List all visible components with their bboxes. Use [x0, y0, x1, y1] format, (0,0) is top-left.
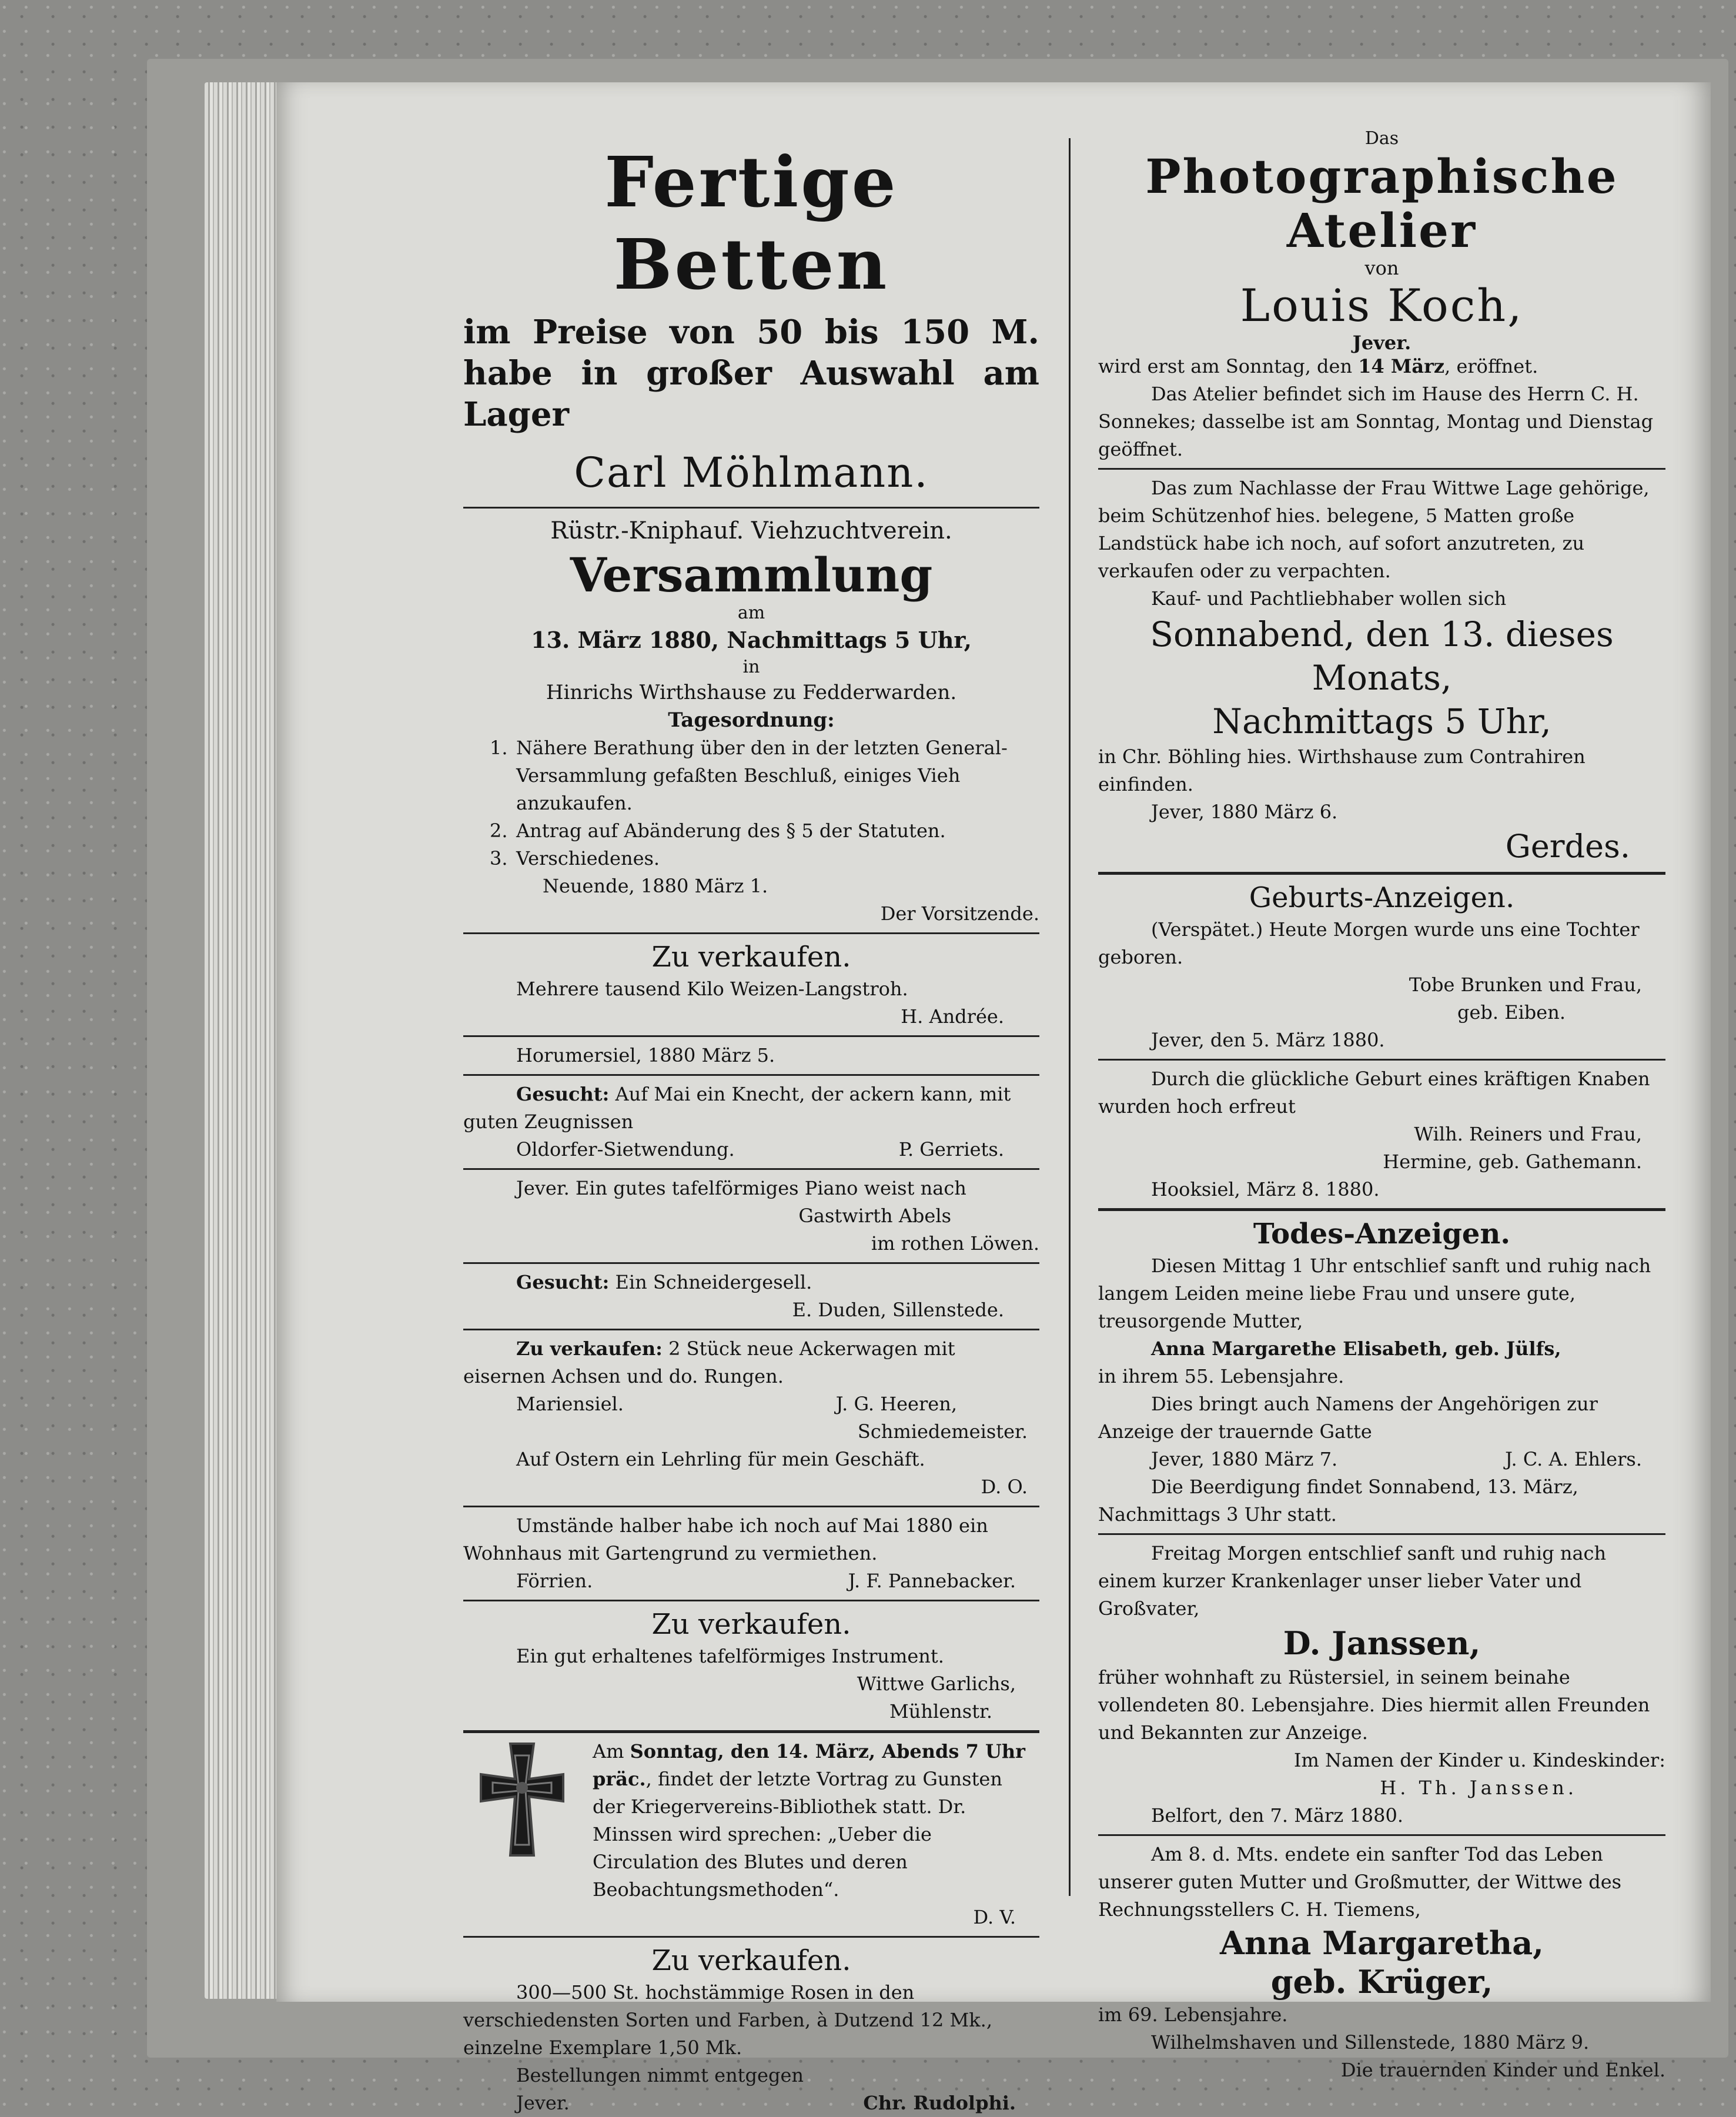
- divider: [463, 932, 1039, 934]
- ad-rosen-place: Jever.: [516, 2092, 570, 2114]
- zu-verkaufen-label: Zu verkaufen:: [516, 1337, 663, 1360]
- ad-betten-name: Carl Möhlmann.: [574, 449, 929, 497]
- ad-title-fertige-betten: Fertige Betten: [604, 141, 898, 305]
- ad-landstueck-time: Nachmittags 5 Uhr,: [1212, 701, 1551, 741]
- ad-instrument-text: Ein gut erhaltenes tafelförmiges Instrument.: [516, 1645, 944, 1667]
- ad-landstueck-date: Sonnabend, den 13. dieses Monats,: [1150, 614, 1614, 698]
- divider: [463, 1936, 1039, 1938]
- ad-rosen-footer: [463, 2089, 1039, 2117]
- divider: [1098, 1533, 1665, 1535]
- tod-jeulfs-notice: Dies bringt auch Namens der Angehörigen zur Anzeige der trauernde Gatte: [1098, 1393, 1598, 1443]
- ad-ackerwagen-place: Mariensiel.: [516, 1393, 624, 1415]
- atelier-title: Photographische Atelier: [1145, 149, 1618, 258]
- versammlung-am: am: [737, 603, 765, 623]
- divider: [1098, 872, 1665, 875]
- ad-wohnhaus-place: Förrien.: [516, 1570, 593, 1592]
- tod-jeulfs-beerdigung: Die Beerdigung findet Sonnabend, 13. März, Nachmittags 3 Uhr statt.: [1098, 1476, 1578, 1526]
- verein-header: Rüstr.-Kniphauf. Viehzuchtverein.: [550, 517, 952, 544]
- tod-tiemens-dateline: Wilhelmshaven und Sillenstede, 1880 März 9.: [1151, 2031, 1590, 2054]
- ad-schneider-signature: E. Duden, Sillenstede.: [792, 1299, 1004, 1321]
- divider: [463, 1506, 1039, 1507]
- ad-piano-signature: Gastwirth Abels: [798, 1205, 951, 1227]
- agenda-num: 3.: [490, 847, 508, 869]
- tod-jeulfs-name: Anna Margarethe Elisabeth, geb. Jülfs,: [1151, 1337, 1561, 1360]
- divider: [463, 1329, 1039, 1330]
- agenda-item: [463, 845, 1039, 872]
- tod-janssen-signature: H. Th. Janssen.: [1380, 1777, 1577, 1799]
- ad-vortrag-signature: D. V.: [973, 1906, 1016, 1928]
- ad-betten-body: [463, 312, 1039, 435]
- divider: [1098, 1208, 1665, 1211]
- versammlung-title: Versammlung: [570, 547, 933, 603]
- iron-cross-icon: [463, 1738, 581, 1861]
- gesucht-label: Gesucht:: [516, 1271, 610, 1293]
- ad-piano-text: Jever. Ein gutes tafelförmiges Piano weist nach: [516, 1177, 966, 1199]
- divider: [463, 1074, 1039, 1076]
- geburt-tochter-dateline: Jever, den 5. März 1880.: [1151, 1029, 1385, 1051]
- geburt-knabe-dateline: Hooksiel, März 8. 1880.: [1151, 1178, 1380, 1200]
- zu-verkaufen-heading: Zu verkaufen.: [651, 1944, 851, 1977]
- divider: [463, 1600, 1039, 1601]
- ad-gesucht-footer: [463, 1136, 1039, 1163]
- right-column: [1098, 129, 1665, 2084]
- ad-wohnhaus-signature: J. F. Pannebacker.: [848, 1570, 1016, 1592]
- zu-verkaufen-heading: Zu verkaufen.: [651, 1608, 851, 1641]
- geburt-knabe-mother: Hermine, geb. Gathemann.: [1383, 1151, 1642, 1173]
- agenda-text: Verschiedenes.: [516, 847, 660, 869]
- ad-gesucht-place: Oldorfer-Sietwendung.: [516, 1138, 735, 1160]
- ad-lehrling-signature: D. O.: [981, 1476, 1028, 1498]
- vortrag-prefix: Am: [593, 1740, 630, 1763]
- gesucht-text: Ein Schneidergesell.: [609, 1271, 812, 1293]
- divider: [1098, 468, 1665, 470]
- atelier-von: von: [1364, 257, 1399, 279]
- atelier-info: Das Atelier befindet sich im Hause des Herrn C. H. Sonnekes; dasselbe ist am Sonntag, Montag und Dienstag geöffnet.: [1098, 383, 1654, 460]
- atelier-opening: [1098, 353, 1665, 380]
- agenda-text: Nähere Berathung über den in der letzten General-Versammlung gefaßten Beschluß, einiges Vieh anzukaufen.: [516, 737, 1008, 814]
- vortrag-date: Sonntag, den 14. März, Abends 7 Uhr präc.: [593, 1740, 1025, 1790]
- ad-landstueck-dateline: Jever, 1880 März 6.: [1151, 801, 1338, 823]
- column-divider: [1069, 138, 1071, 1896]
- divider: [463, 1035, 1039, 1037]
- ad-ackerwagen-signature: J. G. Heeren,: [835, 1393, 957, 1415]
- tod-jeulfs-signature: J. C. A. Ehlers.: [1505, 1448, 1642, 1470]
- geburts-anzeigen-heading: Geburts-Anzeigen.: [1249, 881, 1515, 914]
- divider: [463, 1730, 1039, 1733]
- tod-janssen-dateline: Belfort, den 7. März 1880.: [1151, 1804, 1403, 1827]
- ad-weizen-signature: H. Andrée.: [901, 1005, 1004, 1028]
- agenda-item: [463, 734, 1039, 817]
- ad-wohnhaus-footer: [463, 1567, 1039, 1595]
- tod-jeulfs-text: Diesen Mittag 1 Uhr entschlief sanft und ruhig nach langem Leiden meine liebe Frau und unsere gute, treusorgende Mutter,: [1098, 1255, 1651, 1332]
- tod-jeulfs-dateline: Jever, 1880 März 7.: [1151, 1448, 1338, 1470]
- ad-landstueck-text: Das zum Nachlasse der Frau Wittwe Lage gehörige, beim Schützenhof hies. belegene, 5 Matten große Landstück habe ich noch, auf sofort anzutreten, zu verkaufen oder zu verpachten.: [1098, 477, 1650, 582]
- ad-ackerwagen-footer: [463, 1390, 1039, 1418]
- tod-janssen-text: Freitag Morgen entschlief sanft und ruhig nach einem kurzer Krankenlager unser lieber Vater und Großvater,: [1098, 1542, 1607, 1620]
- ad-gesucht-knecht: [463, 1081, 1039, 1136]
- tod-jeulfs-footer: [1098, 1446, 1665, 1473]
- geburt-tochter-mother: geb. Eiben.: [1457, 1001, 1566, 1024]
- ad-landstueck-signature: Gerdes.: [1505, 828, 1630, 865]
- versammlung-place: Hinrichs Wirthshause zu Fedderwarden.: [546, 681, 957, 704]
- versammlung-in: in: [742, 657, 760, 677]
- ad-landstueck-invite: Kauf- und Pachtliebhaber wollen sich: [1151, 587, 1507, 610]
- ad-instrument-signature: Wittwe Garlichs,: [857, 1673, 1016, 1695]
- divider: [1098, 1834, 1665, 1836]
- ad-betten-line: habe in großer Auswahl am: [463, 354, 1039, 393]
- ad-piano-location: im rothen Löwen.: [871, 1232, 1039, 1255]
- ad-weizen-dateline: Horumersiel, 1880 März 5.: [516, 1044, 775, 1066]
- ad-wohnhaus-text: Umstände halber habe ich noch auf Mai 1880 ein Wohnhaus mit Gartengrund zu vermiethen.: [463, 1514, 988, 1564]
- ad-rosen-text: 300—500 St. hochstämmige Rosen in den verschiedensten Sorten und Farben, à Dutzend 12 Mk., einzelne Exemplare 1,50 Mk.: [463, 1981, 993, 2059]
- ad-landstueck-place: in Chr. Böhling hies. Wirthshause zum Contrahiren einfinden.: [1098, 745, 1586, 795]
- ad-weizen-text: Mehrere tausend Kilo Weizen-Langstroh.: [516, 978, 908, 1000]
- ad-ackerwagen: [463, 1335, 1039, 1390]
- agenda-num: 1.: [490, 737, 508, 759]
- divider: [1098, 1059, 1665, 1061]
- ad-ackerwagen-text: 2 Stück neue Ackerwagen mit eisernen Achsen und do. Rungen.: [463, 1337, 955, 1387]
- atelier-das: Das: [1364, 128, 1399, 149]
- geburt-knabe-parents: Wilh. Reiners und Frau,: [1414, 1123, 1642, 1145]
- ad-betten-line: im Preise von 50 bis 150 M.: [463, 313, 1039, 352]
- versammlung-dateline: Neuende, 1880 März 1.: [543, 875, 768, 897]
- ad-lehrling-text: Auf Ostern ein Lehrling für mein Geschäft.: [516, 1448, 925, 1470]
- iron-cross-graphic: [463, 1738, 581, 1861]
- tod-jeulfs-age: in ihrem 55. Lebensjahre.: [1098, 1365, 1344, 1387]
- ad-betten-line: Lager: [463, 395, 569, 434]
- tagesordnung-heading: Tagesordnung:: [668, 708, 835, 732]
- todes-anzeigen-heading: Todes-Anzeigen.: [1253, 1218, 1511, 1250]
- geburt-knabe-text: Durch die glückliche Geburt eines kräftigen Knaben wurden hoch erfreut: [1098, 1068, 1650, 1118]
- tod-tiemens-text: Am 8. d. Mts. endete ein sanfter Tod das Leben unserer guten Mutter und Großmutter, der Wittwe des Rechnungsstellers C. H. Tiemens,: [1098, 1843, 1622, 1921]
- geburt-tochter-parents: Tobe Brunken und Frau,: [1409, 974, 1642, 996]
- tod-janssen-name: D. Janssen,: [1283, 1624, 1481, 1662]
- atelier-opening-c: , eröffnet.: [1444, 355, 1538, 377]
- tod-janssen-kinder: Im Namen der Kinder u. Kindeskinder:: [1293, 1749, 1665, 1771]
- atelier-location: Jever.: [1352, 332, 1411, 354]
- ad-rosen-signature: Chr. Rudolphi.: [863, 2092, 1016, 2114]
- divider: [463, 1168, 1039, 1170]
- versammlung-date: 13. März 1880, Nachmittags 5 Uhr,: [531, 627, 972, 653]
- agenda-item: [463, 817, 1039, 845]
- tod-tiemens-geb: geb. Krüger,: [1270, 1963, 1493, 2001]
- agenda-text: Antrag auf Abänderung des § 5 der Statuten.: [516, 820, 946, 842]
- atelier-owner: Louis Koch,: [1240, 279, 1524, 332]
- vortrag-body: , findet der letzte Vortrag zu Gunsten der Kriegervereins-Bibliothek statt. Dr. Minssen wird sprechen: „Ueber die Circulation des Blutes und deren Beobachtungsmethoden“.: [593, 1768, 1002, 1901]
- geburt-tochter-text: (Verspätet.) Heute Morgen wurde uns eine Tochter geboren.: [1098, 918, 1640, 968]
- tod-tiemens-age: im 69. Lebensjahre.: [1098, 2004, 1288, 2026]
- tod-janssen-body: früher wohnhaft zu Rüstersiel, in seinem beinahe vollendeten 80. Lebensjahre. Dies hiermit allen Freunden und Bekannten zur Anzeige.: [1098, 1666, 1650, 1744]
- gesucht-label: Gesucht:: [516, 1083, 610, 1105]
- ad-vortrag: [463, 1738, 1039, 1904]
- tod-tiemens-name: Anna Margaretha,: [1220, 1924, 1544, 1962]
- tod-tiemens-signature: Die trauernden Kinder und Enkel.: [1340, 2059, 1665, 2081]
- divider: [463, 1262, 1039, 1264]
- ad-gesucht-signature: P. Gerriets.: [898, 1138, 1004, 1160]
- left-column: [463, 129, 1039, 2117]
- atelier-opening-a: wird erst am Sonntag, den: [1098, 355, 1359, 377]
- atelier-opening-date: 14 März: [1358, 355, 1445, 377]
- versammlung-signature: Der Vorsitzende.: [880, 902, 1039, 925]
- ad-vortrag-text-top: [593, 1738, 1039, 1904]
- agenda-num: 2.: [490, 820, 508, 842]
- gesucht-text: Auf Mai ein Knecht, der ackern kann, mit guten Zeugnissen: [463, 1083, 1011, 1133]
- zu-verkaufen-heading: Zu verkaufen.: [651, 941, 851, 974]
- divider: [463, 507, 1039, 509]
- ad-rosen-bestellung: Bestellungen nimmt entgegen: [516, 2064, 804, 2086]
- ad-schneider: [463, 1269, 1039, 1296]
- ad-instrument-location: Mühlenstr.: [889, 1700, 992, 1723]
- ad-ackerwagen-trade: Schmiedemeister.: [857, 1420, 1028, 1443]
